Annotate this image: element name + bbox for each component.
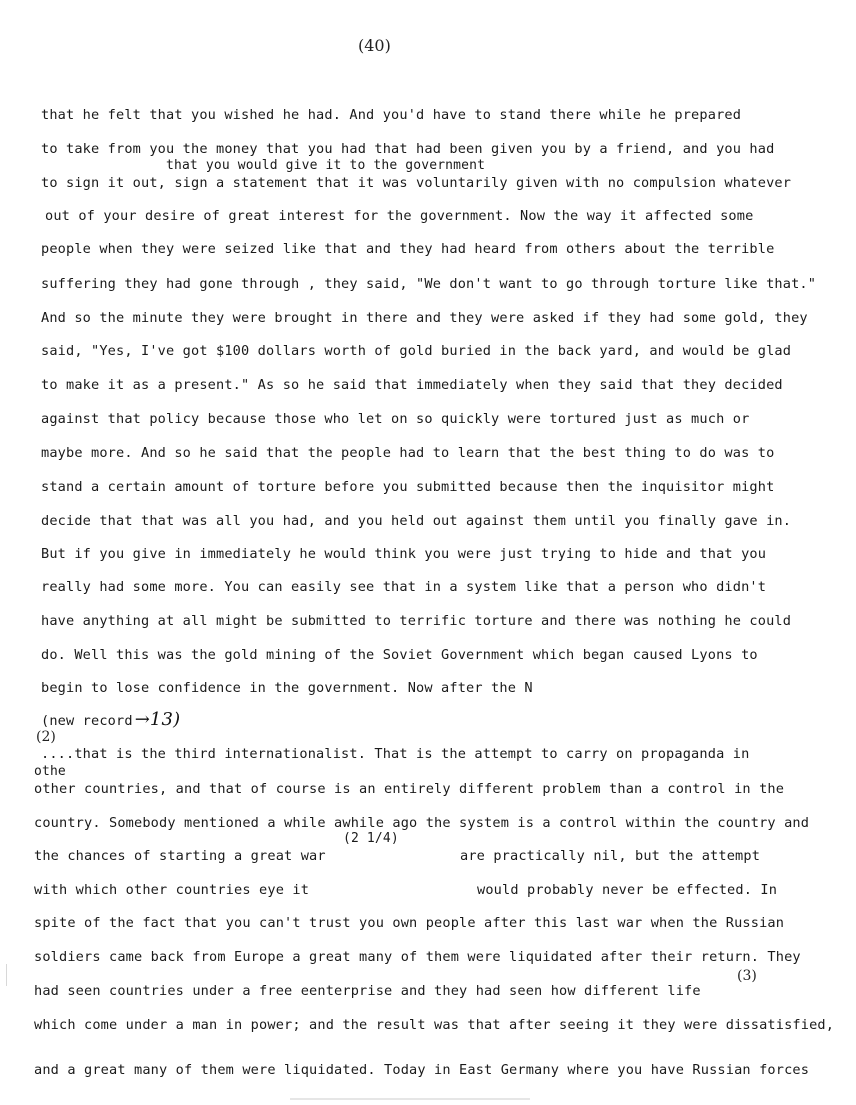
record-note bbox=[41, 709, 181, 730]
text-line: soldiers came back from Europe a great many of them were liquidated after their return. They bbox=[34, 949, 801, 965]
text-line: spite of the fact that you can't trust you own people after this last war when the Russian bbox=[34, 915, 785, 931]
text-line: to take from you the money that you had that had been given you by a friend, and you had bbox=[41, 141, 775, 157]
bleed-through bbox=[290, 1098, 530, 1100]
page-number: (40) bbox=[358, 36, 391, 55]
text-line-fragment: the chances of starting a great war bbox=[34, 848, 326, 864]
margin-mark bbox=[6, 964, 7, 986]
text-line: to make it as a present." As so he said that immediately when they said that they decided bbox=[41, 377, 783, 393]
section-marker: (3) bbox=[737, 968, 757, 984]
text-line: ....that is the third internationalist. That is the attempt to carry on propaganda in bbox=[41, 746, 750, 762]
text-line: said, "Yes, I've got $100 dollars worth of gold buried in the back yard, and would be glad bbox=[41, 343, 792, 359]
text-line: which come under a man in power; and the result was that after seeing it they were dissatisfied, bbox=[34, 1017, 835, 1033]
text-line: decide that that was all you had, and you held out against them until you finally gave in. bbox=[41, 513, 792, 529]
text-line: But if you give in immediately he would think you were just trying to hide and that you bbox=[41, 546, 767, 562]
text-line: begin to lose confidence in the government. Now after the N bbox=[41, 680, 533, 696]
text-line: country. Somebody mentioned a while awhile ago the system is a control within the country and bbox=[34, 815, 810, 831]
text-line: maybe more. And so he said that the people had to learn that the best thing to do was to bbox=[41, 445, 775, 461]
handwritten-record-number: →13) bbox=[134, 709, 181, 730]
text-line: had seen countries under a free eenterprise and they had seen how different life bbox=[34, 983, 701, 999]
text-line-fragment: would probably never be effected. In bbox=[477, 882, 778, 898]
interlinear-insertion: that you would give it to the government bbox=[166, 158, 486, 173]
text-line: suffering they had gone through , they said, "We don't want to go through torture like that." bbox=[41, 276, 817, 292]
text-line: stand a certain amount of torture before you submitted because then the inquisitor might bbox=[41, 479, 775, 495]
text-line: really had some more. You can easily see that in a system like that a person who didn't bbox=[41, 579, 767, 595]
section-marker: (2 1/4) bbox=[343, 831, 399, 846]
text-line: other countries, and that of course is an entirely different problem than a control in the bbox=[34, 781, 785, 797]
text-line: have anything at all might be submitted to terrific torture and there was nothing he could bbox=[41, 613, 792, 629]
record-label: (new record bbox=[41, 713, 133, 729]
text-line: And so the minute they were brought in there and they were asked if they had some gold, they bbox=[41, 310, 808, 326]
text-line-fragment: with which other countries eye it bbox=[34, 882, 310, 898]
text-line: out of your desire of great interest for the government. Now the way it affected some bbox=[45, 208, 754, 224]
text-line: that he felt that you wished he had. And you'd have to stand there while he prepared bbox=[41, 107, 742, 123]
text-line: and a great many of them were liquidated. Today in East Germany where you have Russian forces bbox=[34, 1062, 810, 1078]
interlinear-insertion: othe bbox=[34, 764, 66, 779]
text-line: to sign it out, sign a statement that it was voluntarily given with no compulsion whatever bbox=[41, 175, 792, 191]
text-line: do. Well this was the gold mining of the Soviet Government which began caused Lyons to bbox=[41, 647, 758, 663]
section-marker: (2) bbox=[36, 729, 56, 745]
text-line: against that policy because those who let on so quickly were tortured just as much or bbox=[41, 411, 750, 427]
text-line: people when they were seized like that and they had heard from others about the terrible bbox=[41, 241, 775, 257]
text-line-fragment: are practically nil, but the attempt bbox=[460, 848, 761, 864]
